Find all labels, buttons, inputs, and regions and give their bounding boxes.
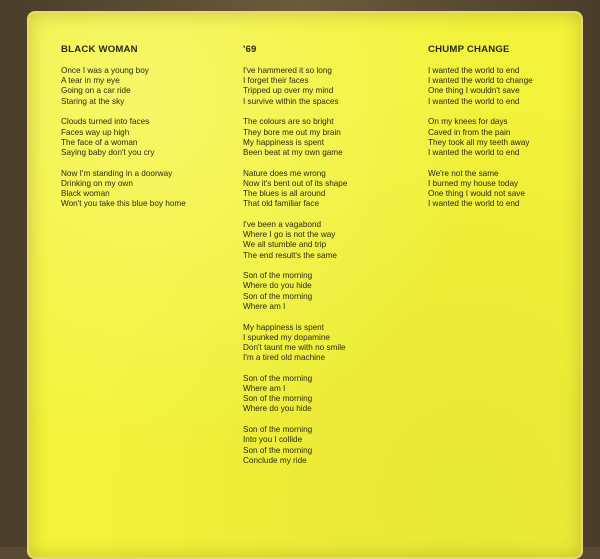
lyrics-body [61,66,241,209]
lyric-line: Son of the morning [243,373,313,383]
lyric-line: I wanted the world to change [428,76,533,86]
stanza [243,117,423,158]
lyric-line: Son of the morning [243,291,313,301]
lyric-line: Where do you hide [243,404,312,414]
lyric-line: The blues is all around [243,189,326,199]
stanza [61,169,241,210]
lyric-line: I spunked my dopamine [243,332,330,342]
lyric-line: Drinking on my own [61,178,133,188]
lyric-line: Son of the morning [243,425,313,435]
lyric-line: They bore me out my brain [243,127,341,137]
lyric-line: Into you I collide [243,435,303,445]
lyric-line: I'm a tired old machine [243,353,326,363]
lyric-line: One thing I wouldn't save [428,86,520,96]
lyric-line: They took all my teeth away [428,137,530,147]
lyric-line: Now it's bent out of its shape [243,178,348,188]
lyric-line: Where am I [243,384,286,394]
stanza [428,169,600,210]
lyric-line: The face of a woman [61,137,138,147]
lyric-line: I've been a vagabond [243,219,322,229]
lyric-line: I've hammered it so long [243,66,332,75]
lyric-line: Don't taunt me with no smile [243,342,346,352]
lyric-line: Going on a car ride [61,86,131,96]
lyric-line: That old familiar face [243,199,319,209]
song-title: BLACK WOMAN [61,44,138,55]
stanza [61,117,241,158]
lyric-line: Clouds turned into faces [61,117,150,127]
lyric-line: I forget their faces [243,76,309,86]
lyric-line: On my knees for days [428,117,508,127]
stanza [243,374,423,415]
lyric-line: The end result's the same [243,250,337,260]
lyric-line: I burned my house today [428,178,519,188]
song-title: CHUMP CHANGE [428,44,510,55]
lyric-line: Where I go is not the way [243,230,336,240]
lyric-line: I wanted the world to end [428,96,520,106]
stanza [428,66,600,107]
lyric-line: I survive within the spaces [243,96,339,106]
lyric-line: A tear in my eye [61,76,120,86]
song-column-black-woman [61,44,241,220]
stanza [243,169,423,210]
lyric-line: Nature does me wrong [243,168,326,178]
lyrics-body [243,66,423,466]
lyric-line: We're not the same [428,168,499,178]
lyric-line: Won't you take this blue boy home [61,199,186,209]
lyric-line: Now I'm standing in a doorway [61,168,173,178]
stanza [243,66,423,107]
stanza [61,66,241,107]
stanza [428,117,600,158]
stanza [243,425,423,466]
stanza [243,323,423,364]
lyric-line: Son of the morning [243,271,313,281]
lyric-line: My happiness is spent [243,322,325,332]
lyrics-body [428,66,600,209]
lyric-line: I wanted the world to end [428,147,520,157]
lyric-line: We all stumble and trip [243,240,327,250]
lyric-line: Black woman [61,189,110,199]
lyric-line: Once I was a young boy [61,66,149,75]
lyric-line: I wanted the world to end [428,199,520,209]
stanza [243,220,423,261]
lyric-line: Conclude my ride [243,455,307,465]
lyric-line: Saying baby don't you cry [61,147,155,157]
lyric-line: Staring at the sky [61,96,125,106]
song-column-69 [243,44,423,477]
lyric-line: One thing I would not save [428,189,525,199]
lyric-line: Son of the morning [243,394,313,404]
lyric-line: Been beat at my own game [243,147,343,157]
lyric-line: My happiness is spent [243,137,325,147]
lyric-line: Son of the morning [243,445,313,455]
lyric-line: Where am I [243,301,286,311]
lyric-line: The colours are so bright [243,117,334,127]
stanza [243,271,423,312]
lyrics-sheet [27,11,583,559]
lyric-line: Faces way up high [61,127,130,137]
lyric-line: Where do you hide [243,281,312,291]
lyric-line: I wanted the world to end [428,66,520,75]
song-column-chump-change [428,44,600,220]
song-title: '69 [243,44,257,55]
lyric-line: Caved in from the pain [428,127,511,137]
lyric-line: Tripped up over my mind [243,86,334,96]
